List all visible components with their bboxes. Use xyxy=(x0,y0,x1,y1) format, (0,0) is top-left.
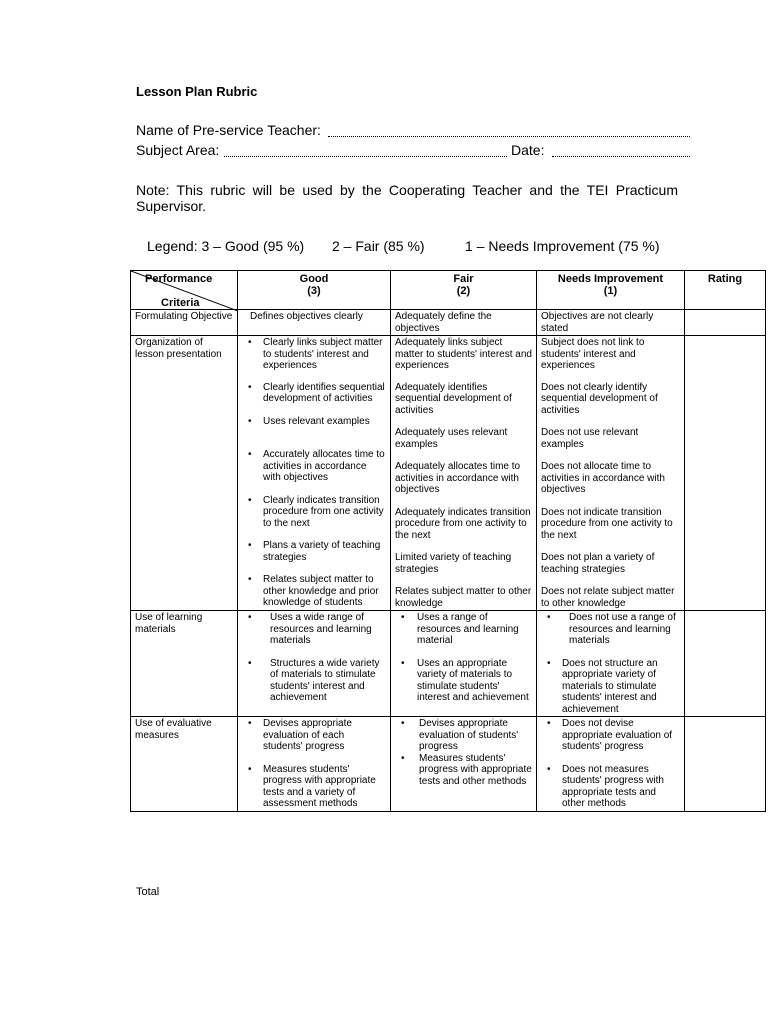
list-item: • Uses a range of resources and learning material xyxy=(401,612,519,646)
list-item: • Does not structure an appropriate variety of materials to stimulate students' interest and achievement xyxy=(547,657,658,715)
list-item: • Does not devise appropriate evaluation of students' progress xyxy=(547,718,673,752)
needs-descriptor: Does not allocate time to activities in accordance with objectives xyxy=(541,461,665,495)
legend-fair: 2 – Fair (85 %) xyxy=(332,238,425,254)
good-cell xyxy=(238,611,391,717)
bullet-icon: • xyxy=(248,763,252,775)
teacher-name-line[interactable] xyxy=(328,136,690,137)
performance-criteria-header xyxy=(131,271,238,310)
fair-descriptor: Adequately allocates time to activities in accordance with objectives xyxy=(395,461,521,495)
fair-header-label: Fair xyxy=(453,273,474,285)
list-item: • Devises appropriate evaluation of students' progress xyxy=(401,718,519,752)
date-line[interactable] xyxy=(552,156,690,157)
bullet-icon: • xyxy=(248,381,252,393)
criterion-label: Formulating Objective xyxy=(135,311,233,322)
table-row xyxy=(131,310,766,336)
document-title: Lesson Plan Rubric xyxy=(136,84,258,99)
rating-cell[interactable] xyxy=(685,611,766,717)
legend-good: Legend: 3 – Good (95 %) xyxy=(147,238,305,254)
bullet-icon: • xyxy=(401,612,405,623)
criterion-cell xyxy=(131,310,238,336)
good-descriptor: Defines objectives clearly xyxy=(250,311,363,322)
needs-improvement-header xyxy=(537,271,685,310)
fair-cell xyxy=(391,310,537,336)
list-item: • Structures a wide variety of materials to stimulate students' interest and achievement xyxy=(248,657,380,703)
bullet-icon: • xyxy=(401,718,405,729)
bullet-icon: • xyxy=(248,540,252,551)
fair-descriptor: Adequately define the objectives xyxy=(395,311,492,334)
rubric-note: Note: This rubric will be used by the Cooperating Teacher and the TEI Practicum Supervisor. xyxy=(136,182,678,214)
bullet-icon: • xyxy=(248,718,252,729)
fair-descriptor: Adequately links subject matter to students' interest and experiences xyxy=(395,337,532,371)
list-item: • Does not measures students' progress with appropriate tests and other methods xyxy=(547,763,664,809)
bullet-icon: • xyxy=(547,612,551,623)
criterion-label: Organization of lesson presentation xyxy=(135,337,222,360)
needs-cell xyxy=(537,336,685,611)
bullet-icon: • xyxy=(248,337,252,348)
bullet-icon: • xyxy=(248,494,252,506)
list-item: • Plans a variety of teaching strategies xyxy=(248,540,381,563)
fair-header-score: (2) xyxy=(456,285,471,297)
list-item: • Accurately allocates time to activities in accordance with objectives xyxy=(248,449,385,483)
fair-cell xyxy=(391,611,537,717)
rating-header xyxy=(685,271,766,310)
criterion-label: Use of evaluative measures xyxy=(135,718,212,741)
rating-cell[interactable] xyxy=(685,310,766,336)
list-item: • Relates subject matter to other knowledge and prior knowledge of students xyxy=(248,574,379,608)
good-header-label: Good xyxy=(299,273,329,285)
rating-cell[interactable] xyxy=(685,336,766,611)
list-item: • Uses a wide range of resources and learning materials xyxy=(248,612,372,646)
subject-area-line[interactable] xyxy=(224,156,507,157)
rubric-table xyxy=(130,270,766,812)
fair-descriptor: Relates subject matter to other knowledge xyxy=(395,586,532,609)
fair-cell xyxy=(391,336,537,611)
table-row xyxy=(131,336,766,611)
list-item: • Clearly links subject matter to students' interest and experiences xyxy=(248,337,383,371)
needs-descriptor: Does not relate subject matter to other knowledge xyxy=(541,586,675,609)
fair-descriptor: Adequately uses relevant examples xyxy=(395,427,508,450)
list-item: • Clearly identifies sequential development of activities xyxy=(248,381,385,404)
list-item: • Uses relevant examples xyxy=(248,415,370,427)
needs-descriptor: Does not clearly identify sequential development of activities xyxy=(541,381,658,416)
criterion-cell xyxy=(131,611,238,717)
needs-descriptor: Does not indicate transition procedure from one activity to the next xyxy=(541,506,673,541)
bullet-icon: • xyxy=(547,718,551,729)
bullet-icon: • xyxy=(248,449,252,460)
good-cell xyxy=(238,310,391,336)
table-row xyxy=(131,717,766,812)
fair-descriptor: Adequately indicates transition procedure from one activity to the next xyxy=(395,506,531,541)
list-item: • Uses an appropriate variety of materials to stimulate students' interest and achievement xyxy=(401,657,529,703)
fair-descriptor: Adequately identifies sequential development of activities xyxy=(395,381,512,416)
needs-descriptor: Does not use relevant examples xyxy=(541,427,639,450)
bullet-icon: • xyxy=(401,657,405,669)
good-cell xyxy=(238,336,391,611)
needs-header-score: (1) xyxy=(603,285,618,297)
fair-header xyxy=(391,271,537,310)
list-item: • Measures students' progress with appropriate tests and a variety of assessment methods xyxy=(248,763,376,809)
criterion-cell xyxy=(131,717,238,812)
needs-cell xyxy=(537,310,685,336)
fair-descriptor: Limited variety of teaching strategies xyxy=(395,552,512,575)
legend-needs-improvement: 1 – Needs Improvement (75 %) xyxy=(465,238,660,254)
bullet-icon: • xyxy=(248,657,252,669)
needs-descriptor: Does not plan a variety of teaching strategies xyxy=(541,552,655,575)
needs-descriptor: Subject does not link to students' interest and experiences xyxy=(541,337,645,371)
needs-header-label: Needs Improvement xyxy=(557,273,664,285)
criterion-label: Use of learning materials xyxy=(135,612,203,635)
subject-area-label: Subject Area: xyxy=(136,142,220,158)
list-item: • Clearly indicates transition procedure from one activity to the next xyxy=(248,494,384,529)
criteria-label: Criteria xyxy=(161,297,200,309)
good-header xyxy=(238,271,391,310)
total-label: Total xyxy=(136,886,160,898)
list-item: • Does not use a range of resources and learning materials xyxy=(547,612,676,646)
bullet-icon: • xyxy=(547,763,551,775)
performance-label: Performance xyxy=(145,273,213,285)
needs-cell xyxy=(537,611,685,717)
bullet-icon: • xyxy=(248,574,252,585)
list-item: • Devises appropriate evaluation of each students' progress xyxy=(248,718,352,752)
good-cell xyxy=(238,717,391,812)
criterion-cell xyxy=(131,336,238,611)
needs-descriptor: Objectives are not clearly stated xyxy=(541,311,654,334)
teacher-name-label: Name of Pre-service Teacher: xyxy=(136,122,321,138)
rating-header-label: Rating xyxy=(707,273,743,285)
rating-cell[interactable] xyxy=(685,717,766,812)
date-label: Date: xyxy=(511,142,545,158)
bullet-icon: • xyxy=(248,612,252,623)
bullet-icon: • xyxy=(547,657,551,669)
fair-cell xyxy=(391,717,537,812)
needs-cell xyxy=(537,717,685,812)
bullet-icon: • xyxy=(248,415,252,427)
list-item: • Measures students' progress with appropriate tests and other methods xyxy=(401,752,532,787)
table-row xyxy=(131,611,766,717)
bullet-icon: • xyxy=(401,752,405,764)
good-header-score: (3) xyxy=(307,285,321,297)
